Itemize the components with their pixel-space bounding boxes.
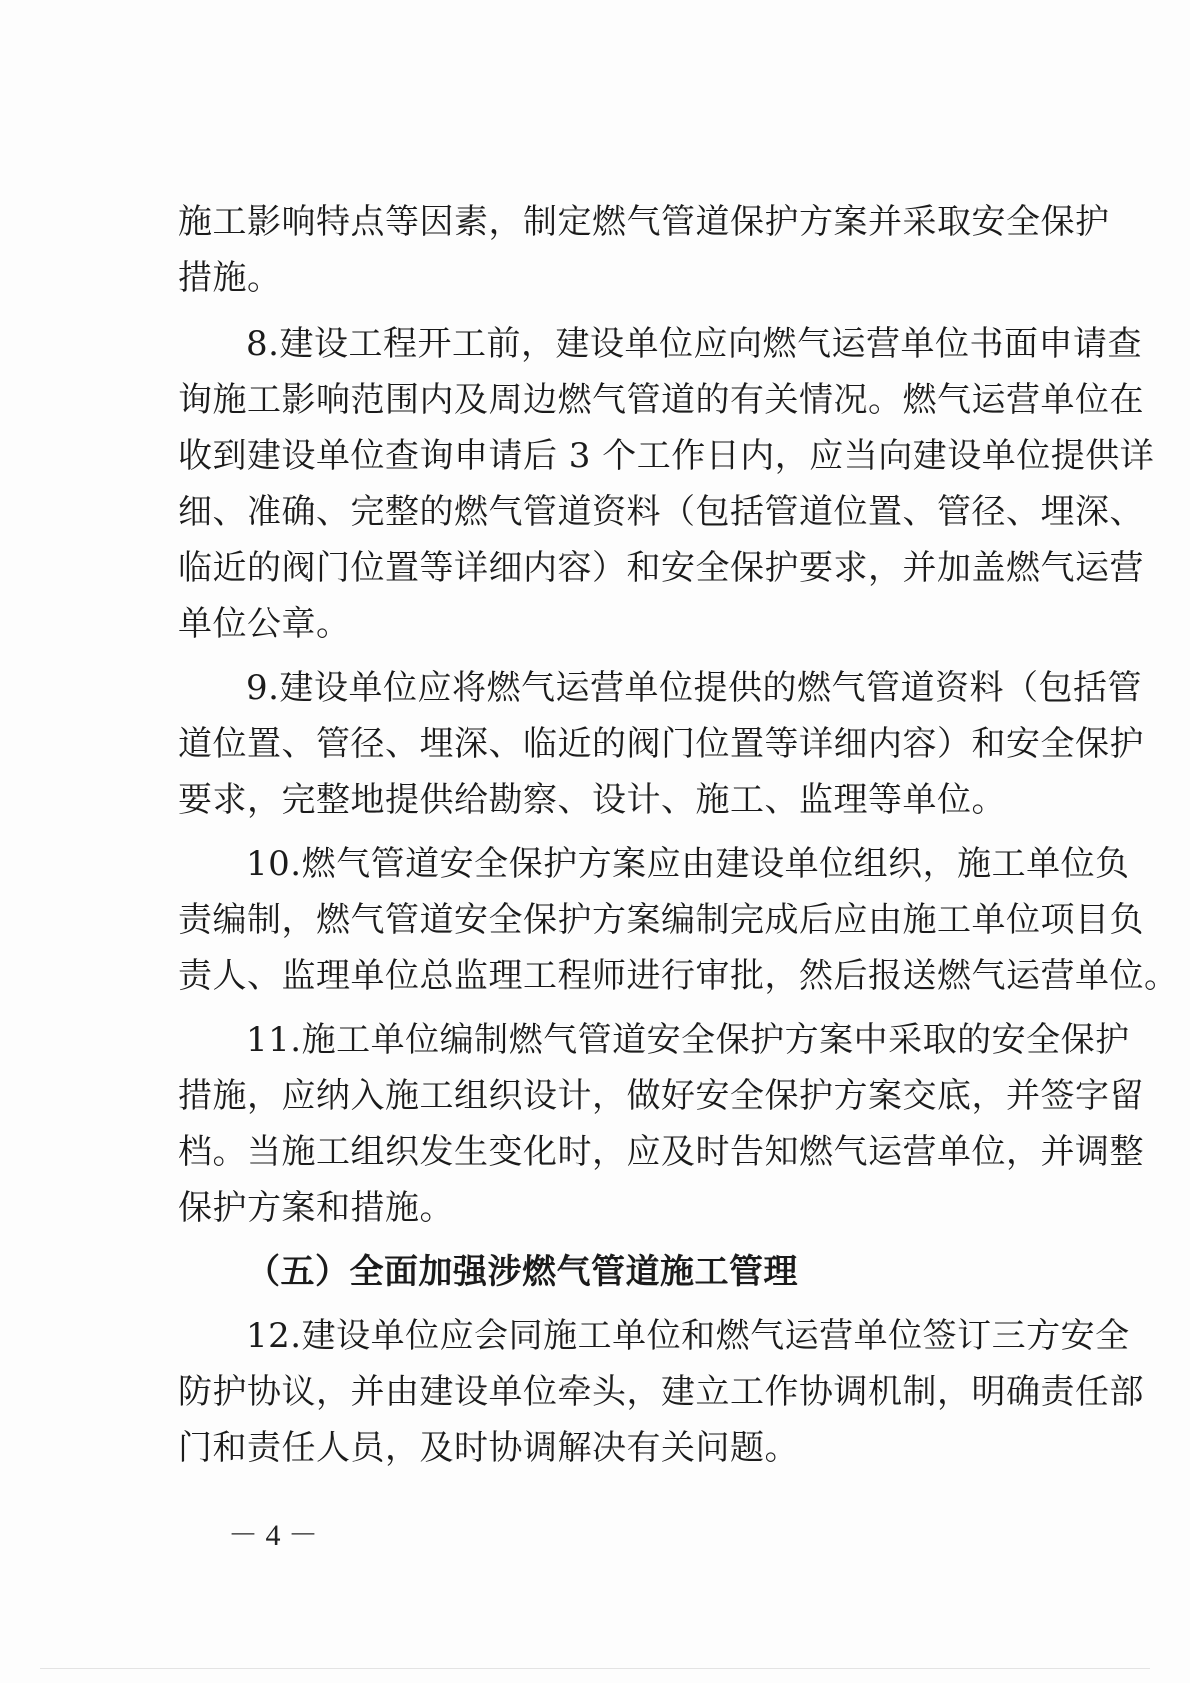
text-line: 单位公章。: [178, 604, 351, 644]
text-line: 12.建设单位应会同施工单位和燃气运营单位签订三方安全: [246, 1316, 1130, 1356]
text-line: 询施工影响范围内及周边燃气管道的有关情况。燃气运营单位在: [178, 380, 1144, 420]
text-line: 防护协议，并由建设单位牵头，建立工作协调机制，明确责任部: [178, 1372, 1144, 1412]
text-line: 保护方案和措施。: [178, 1188, 454, 1228]
section-heading: （五）全面加强涉燃气管道施工管理: [246, 1252, 798, 1292]
text-line: 门和责任人员，及时协调解决有关问题。: [178, 1428, 799, 1468]
text-line: 责人、监理单位总监理工程师进行审批，然后报送燃气运营单位。: [178, 956, 1179, 996]
text-line: 施工影响特点等因素，制定燃气管道保护方案并采取安全保护: [178, 202, 1110, 242]
text-line: 要求，完整地提供给勘察、设计、施工、监理等单位。: [178, 780, 1006, 820]
text-line: 道位置、管径、埋深、临近的阀门位置等详细内容）和安全保护: [178, 724, 1144, 764]
text-line: 细、准确、完整的燃气管道资料（包括管道位置、管径、埋深、: [178, 492, 1144, 532]
text-line: 9.建设单位应将燃气运营单位提供的燃气管道资料（包括管: [246, 668, 1142, 708]
text-line: 11.施工单位编制燃气管道安全保护方案中采取的安全保护: [246, 1020, 1130, 1060]
text-line: 10.燃气管道安全保护方案应由建设单位组织，施工单位负: [246, 844, 1130, 884]
text-line: 责编制，燃气管道安全保护方案编制完成后应由施工单位项目负: [178, 900, 1144, 940]
text-line: 档。当施工组织发生变化时，应及时告知燃气运营单位，并调整: [178, 1132, 1144, 1172]
text-line: 措施，应纳入施工组织设计，做好安全保护方案交底，并签字留: [178, 1076, 1144, 1116]
text-line: 临近的阀门位置等详细内容）和安全保护要求，并加盖燃气运营: [178, 548, 1144, 588]
text-line: 措施。: [178, 258, 282, 298]
scan-edge-line: [40, 1668, 1150, 1669]
text-line: 收到建设单位查询申请后 3 个工作日内，应当向建设单位提供详: [178, 436, 1155, 476]
text-line: 8.建设工程开工前，建设单位应向燃气运营单位书面申请查: [246, 324, 1142, 364]
page-number: － 4 －: [228, 1519, 318, 1552]
